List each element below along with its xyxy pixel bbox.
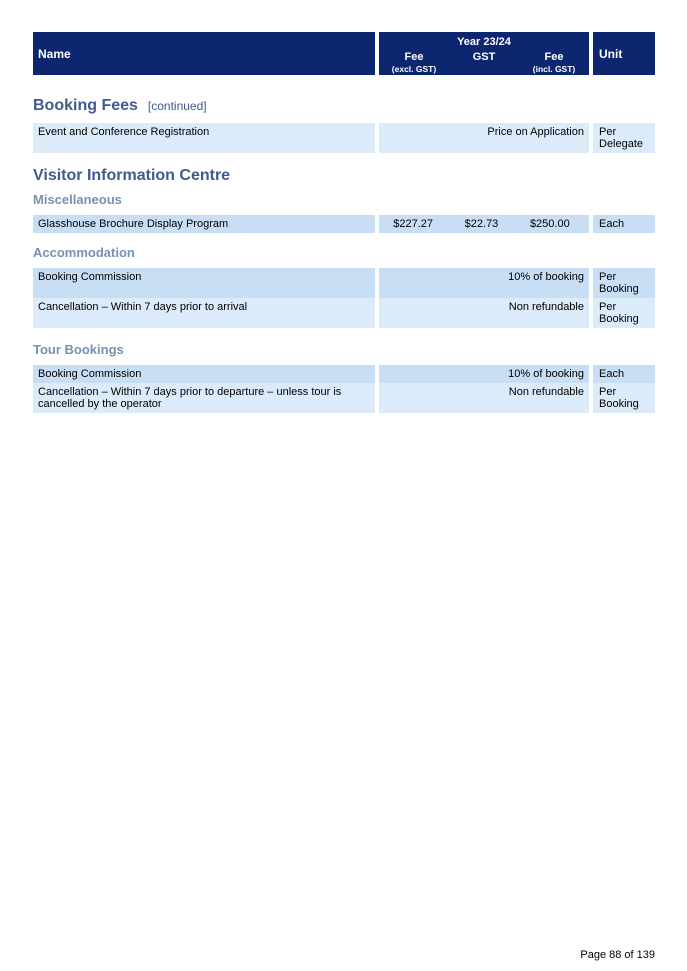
header-fee-excl: Fee (excl. GST) [379, 51, 449, 75]
table-row [33, 365, 655, 383]
row-unit: Per Booking [593, 298, 655, 328]
subheading-tour-bookings: Tour Bookings [33, 342, 124, 357]
fee-schedule-page [33, 32, 655, 413]
table-header [33, 32, 655, 75]
row-unit: Per Booking [593, 383, 655, 413]
row-name: Booking Commission [33, 268, 375, 298]
header-unit: Unit [593, 32, 655, 75]
table-row [33, 383, 655, 413]
header-gst: GST [472, 51, 496, 63]
page-number: Page 88 of 139 [580, 949, 655, 961]
table-row [33, 123, 655, 153]
row-value: 10% of booking [508, 271, 584, 283]
row-gst: $22.73 [464, 218, 499, 230]
row-name: Cancellation – Within 7 days prior to departure – unless tour is cancelled by the operator [33, 383, 375, 413]
section-heading-booking-fees: Booking Fees [continued] [33, 97, 207, 114]
header-fee-excl-note: (excl. GST) [391, 64, 437, 74]
continued-label: [continued] [147, 99, 207, 113]
row-name: Event and Conference Registration [33, 123, 375, 153]
header-year: Year 23/24 [457, 36, 511, 48]
row-unit: Per Booking [593, 268, 655, 298]
header-year-group [379, 32, 589, 75]
row-unit: Each [593, 215, 655, 233]
row-unit: Each [593, 365, 655, 383]
row-name: Cancellation – Within 7 days prior to arrival [33, 298, 375, 328]
subheading-miscellaneous: Miscellaneous [33, 192, 122, 207]
table-row [33, 268, 655, 298]
row-value: Non refundable [508, 301, 584, 313]
subheading-accommodation: Accommodation [33, 245, 135, 260]
row-name: Glasshouse Brochure Display Program [33, 215, 375, 233]
header-fee-incl-note: (incl. GST) [532, 64, 576, 74]
header-fee-incl: Fee (incl. GST) [519, 51, 589, 75]
row-unit: Per Delegate [593, 123, 655, 153]
header-name: Name [33, 32, 375, 75]
section-heading-visitor-centre: Visitor Information Centre [33, 167, 231, 184]
row-fee-excl: $227.27 [393, 218, 434, 230]
row-value: Price on Application [487, 126, 584, 138]
table-row [33, 298, 655, 328]
row-value: 10% of booking [508, 368, 584, 380]
row-name: Booking Commission [33, 365, 375, 383]
table-row [33, 215, 655, 233]
row-fee-incl: $250.00 [529, 218, 570, 230]
row-value: Non refundable [508, 386, 584, 398]
